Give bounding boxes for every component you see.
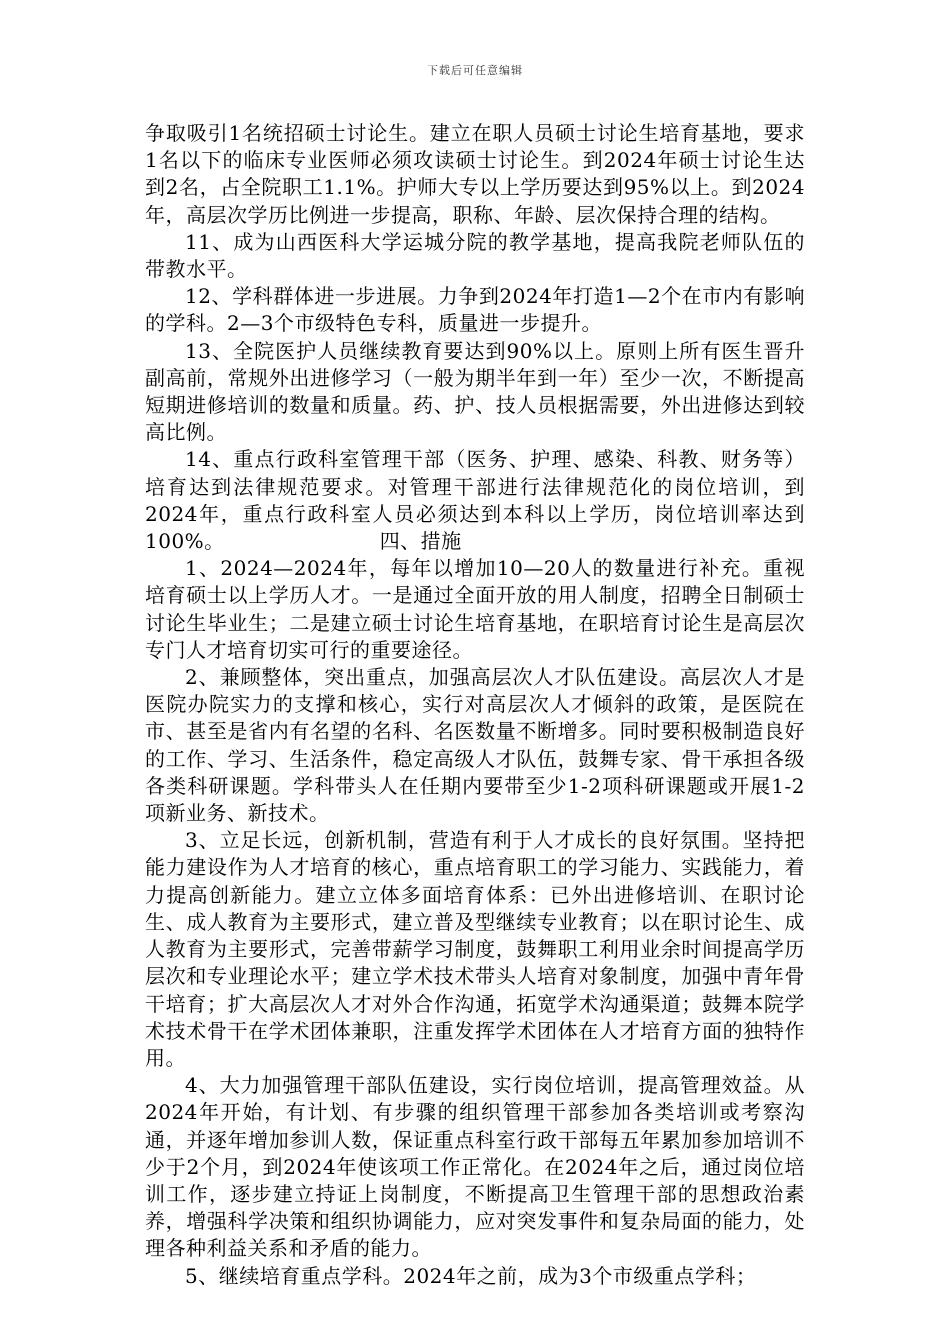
paragraph-item-14-text: 14、重点行政科室管理干部（医务、护理、感染、科教、财务等）培育达到法律规范要求。对管理干部进行法律规范化的岗位培训，到2024年，重点行政科室人员必须达到本科以上学历，岗位培训率达到100%。 xyxy=(145,447,805,554)
measure-item-4: 4、大力加强管理干部队伍建设，实行岗位培训，提高管理效益。从2024年开始，有计划、有步骤的组织管理干部参加各类培训或考察沟通，并逐年增加参训人数，保证重点科室行政干部每五年累加参加培训不少于2个月，到2024年使该项工作正常化。在2024年之后，通过岗位培训工作，逐步建立持证上岗制度，不断提高卫生管理干部的思想政治素养，增强科学决策和组织协调能力，应对突发事件和复杂局面的能力，处理各种利益关系和矛盾的能力。 xyxy=(145,1073,805,1261)
paragraph-item-11: 11、成为山西医科大学运城分院的教学基地，提高我院老师队伍的带教水平。 xyxy=(145,229,805,282)
paragraph-item-14 xyxy=(145,446,805,555)
section-heading-measures: 四、措施 xyxy=(379,529,462,554)
measure-item-5: 5、继续培育重点学科。2024年之前，成为3个市级重点学科； xyxy=(185,1263,757,1288)
measure-item-3: 3、立足长远，创新机制，营造有利于人才成长的良好氛围。坚持把能力建设作为人才培育的核心，重点培育职工的学习能力、实践能力，着力提高创新能力。建立立体多面培育体系：已外出进修培训、在职讨论生、成人教育为主要形式，建立普及型继续专业教育；以在职讨论生、成人教育为主要形式，完善带薪学习制度，鼓舞职工利用业余时间提高学历层次和专业理论水平；建立学术技术带头人培育对象制度，加强中青年骨干培育；扩大高层次人才对外合作沟通，拓宽学术沟通渠道；鼓舞本院学术技术骨干在学术团体兼职，注重发挥学术团体在人才培育方面的独特作用。 xyxy=(145,828,805,1070)
paragraph-item-13: 13、全院医护人员继续教育要达到90%以上。原则上所有医生晋升副高前，常规外出进修学习（一般为期半年到一年）至少一次，不断提高短期进修培训的数量和质量。药、护、技人员根据需要，外出进修达到较高比例。 xyxy=(145,338,805,445)
measure-item-2: 2、兼顾整体，突出重点，加强高层次人才队伍建设。高层次人才是医院办院实力的支撑和核心，实行对高层次人才倾斜的政策，是医院在市、甚至是省内有名望的名科、名医数量不断增多。同时要积极制造良好的工作、学习、生活条件，稳定高级人才队伍，鼓舞专家、骨干承担各级各类科研课题。学科带头人在任期内要带至少1-2项科研课题或开展1-2项新业务、新技术。 xyxy=(145,665,805,826)
paragraph-continuation: 争取吸引1名统招硕士讨论生。建立在职人员硕士讨论生培育基地，要求1名以下的临床专业医师必须攻读硕士讨论生。到2024年硕士讨论生达到2名，占全院职工1.1%。护师大专以上学历要达到95%以上。到2024年，高层次学历比例进一步提高，职称、年龄、层次保持合理的结构。 xyxy=(145,121,805,227)
paragraph-item-12: 12、学科群体进一步进展。力争到2024年打造1—2个在市内有影响的学科。2—3个市级特色专科，质量进一步提升。 xyxy=(145,284,805,336)
download-note: 下载后可任意编辑 xyxy=(427,64,523,77)
document-body xyxy=(145,120,805,1290)
measure-item-1: 1、2024—2024年，每年以增加10—20人的数量进行补充。重视培育硕士以上学历人才。一是通过全面开放的用人制度，招聘全日制硕士讨论生毕业生；二是建立硕士讨论生培育基地，在职培育讨论生是高层次专门人才培育切实可行的重要途径。 xyxy=(145,556,805,662)
